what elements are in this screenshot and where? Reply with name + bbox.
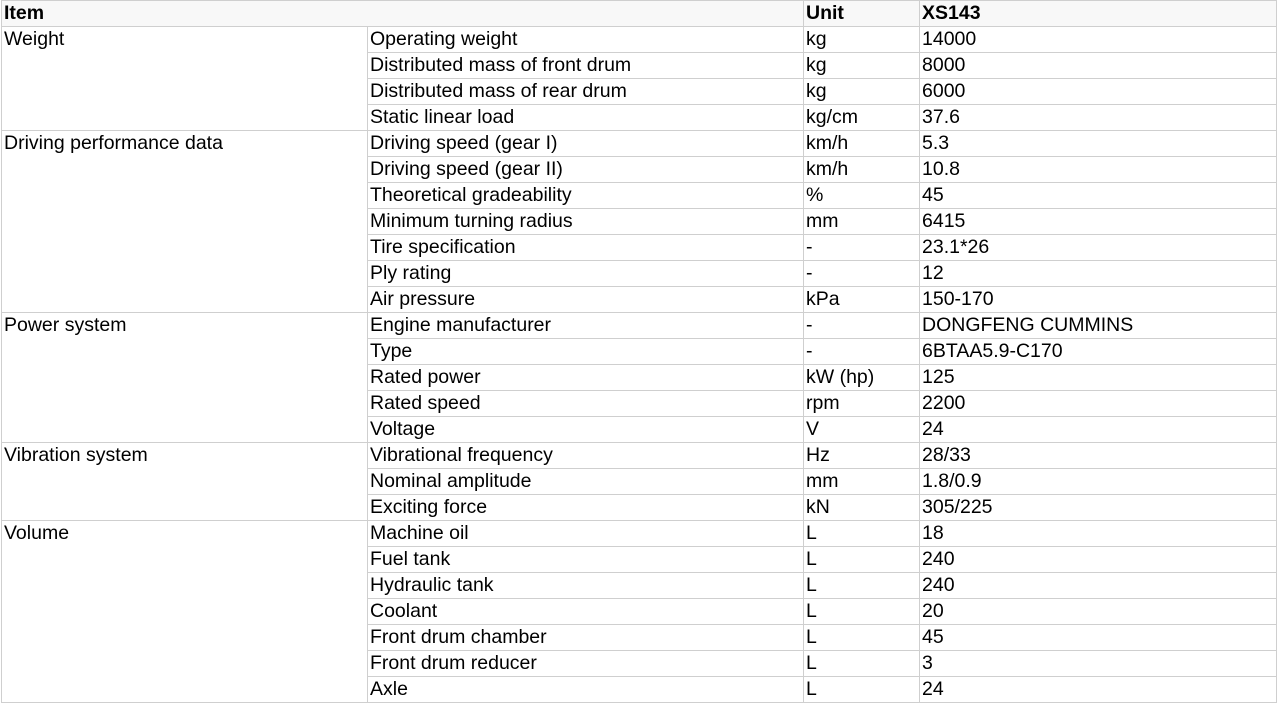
- group-name: Driving performance data: [2, 131, 368, 313]
- parameter-value: 24: [920, 417, 1277, 443]
- parameter-name: Ply rating: [368, 261, 804, 287]
- parameter-value: 125: [920, 365, 1277, 391]
- parameter-unit: -: [804, 313, 920, 339]
- parameter-name: Driving speed (gear II): [368, 157, 804, 183]
- group-name: Vibration system: [2, 443, 368, 521]
- header-item: Item: [2, 1, 804, 27]
- parameter-unit: km/h: [804, 131, 920, 157]
- table-row: [2, 521, 1277, 547]
- parameter-value: 240: [920, 547, 1277, 573]
- header-unit: Unit: [804, 1, 920, 27]
- parameter-name: Front drum chamber: [368, 625, 804, 651]
- parameter-unit: V: [804, 417, 920, 443]
- parameter-value: 24: [920, 677, 1277, 703]
- parameter-unit: L: [804, 521, 920, 547]
- parameter-unit: L: [804, 625, 920, 651]
- parameter-value: 23.1*26: [920, 235, 1277, 261]
- parameter-unit: mm: [804, 209, 920, 235]
- parameter-name: Distributed mass of front drum: [368, 53, 804, 79]
- parameter-value: 45: [920, 183, 1277, 209]
- parameter-name: Air pressure: [368, 287, 804, 313]
- parameter-value: 20: [920, 599, 1277, 625]
- parameter-value: 5.3: [920, 131, 1277, 157]
- parameter-unit: km/h: [804, 157, 920, 183]
- parameter-value: 6BTAA5.9-C170: [920, 339, 1277, 365]
- parameter-value: 1.8/0.9: [920, 469, 1277, 495]
- parameter-value: 12: [920, 261, 1277, 287]
- parameter-unit: Hz: [804, 443, 920, 469]
- parameter-name: Theoretical gradeability: [368, 183, 804, 209]
- parameter-unit: L: [804, 677, 920, 703]
- parameter-name: Type: [368, 339, 804, 365]
- parameter-value: 18: [920, 521, 1277, 547]
- parameter-name: Static linear load: [368, 105, 804, 131]
- parameter-name: Axle: [368, 677, 804, 703]
- parameter-name: Vibrational frequency: [368, 443, 804, 469]
- parameter-unit: %: [804, 183, 920, 209]
- parameter-value: 150-170: [920, 287, 1277, 313]
- parameter-value: 305/225: [920, 495, 1277, 521]
- parameter-unit: kW (hp): [804, 365, 920, 391]
- header-row: [2, 1, 1277, 27]
- parameter-value: 240: [920, 573, 1277, 599]
- parameter-value: 2200: [920, 391, 1277, 417]
- parameter-name: Hydraulic tank: [368, 573, 804, 599]
- parameter-name: Voltage: [368, 417, 804, 443]
- parameter-value: 37.6: [920, 105, 1277, 131]
- header-model: XS143: [920, 1, 1277, 27]
- parameter-name: Minimum turning radius: [368, 209, 804, 235]
- parameter-name: Fuel tank: [368, 547, 804, 573]
- parameter-name: Operating weight: [368, 27, 804, 53]
- parameter-value: DONGFENG CUMMINS: [920, 313, 1277, 339]
- parameter-value: 10.8: [920, 157, 1277, 183]
- parameter-name: Engine manufacturer: [368, 313, 804, 339]
- parameter-unit: -: [804, 261, 920, 287]
- parameter-unit: L: [804, 599, 920, 625]
- parameter-unit: -: [804, 235, 920, 261]
- parameter-name: Front drum reducer: [368, 651, 804, 677]
- parameter-name: Distributed mass of rear drum: [368, 79, 804, 105]
- parameter-unit: kg/cm: [804, 105, 920, 131]
- parameter-name: Rated speed: [368, 391, 804, 417]
- parameter-name: Exciting force: [368, 495, 804, 521]
- table-row: [2, 27, 1277, 53]
- parameter-unit: kPa: [804, 287, 920, 313]
- parameter-unit: mm: [804, 469, 920, 495]
- parameter-unit: L: [804, 573, 920, 599]
- spec-table: [1, 0, 1277, 703]
- group-name: Volume: [2, 521, 368, 703]
- table-row: [2, 313, 1277, 339]
- parameter-value: 28/33: [920, 443, 1277, 469]
- table-row: [2, 131, 1277, 157]
- parameter-name: Nominal amplitude: [368, 469, 804, 495]
- parameter-name: Coolant: [368, 599, 804, 625]
- parameter-value: 45: [920, 625, 1277, 651]
- parameter-unit: rpm: [804, 391, 920, 417]
- parameter-value: 8000: [920, 53, 1277, 79]
- parameter-value: 6000: [920, 79, 1277, 105]
- parameter-name: Tire specification: [368, 235, 804, 261]
- group-name: Weight: [2, 27, 368, 131]
- parameter-value: 14000: [920, 27, 1277, 53]
- parameter-unit: L: [804, 547, 920, 573]
- parameter-name: Driving speed (gear I): [368, 131, 804, 157]
- parameter-value: 3: [920, 651, 1277, 677]
- parameter-unit: kg: [804, 53, 920, 79]
- parameter-unit: kg: [804, 79, 920, 105]
- parameter-value: 6415: [920, 209, 1277, 235]
- parameter-unit: L: [804, 651, 920, 677]
- spec-table-body: [2, 1, 1277, 703]
- group-name: Power system: [2, 313, 368, 443]
- parameter-unit: kg: [804, 27, 920, 53]
- table-row: [2, 443, 1277, 469]
- parameter-unit: kN: [804, 495, 920, 521]
- parameter-unit: -: [804, 339, 920, 365]
- parameter-name: Machine oil: [368, 521, 804, 547]
- parameter-name: Rated power: [368, 365, 804, 391]
